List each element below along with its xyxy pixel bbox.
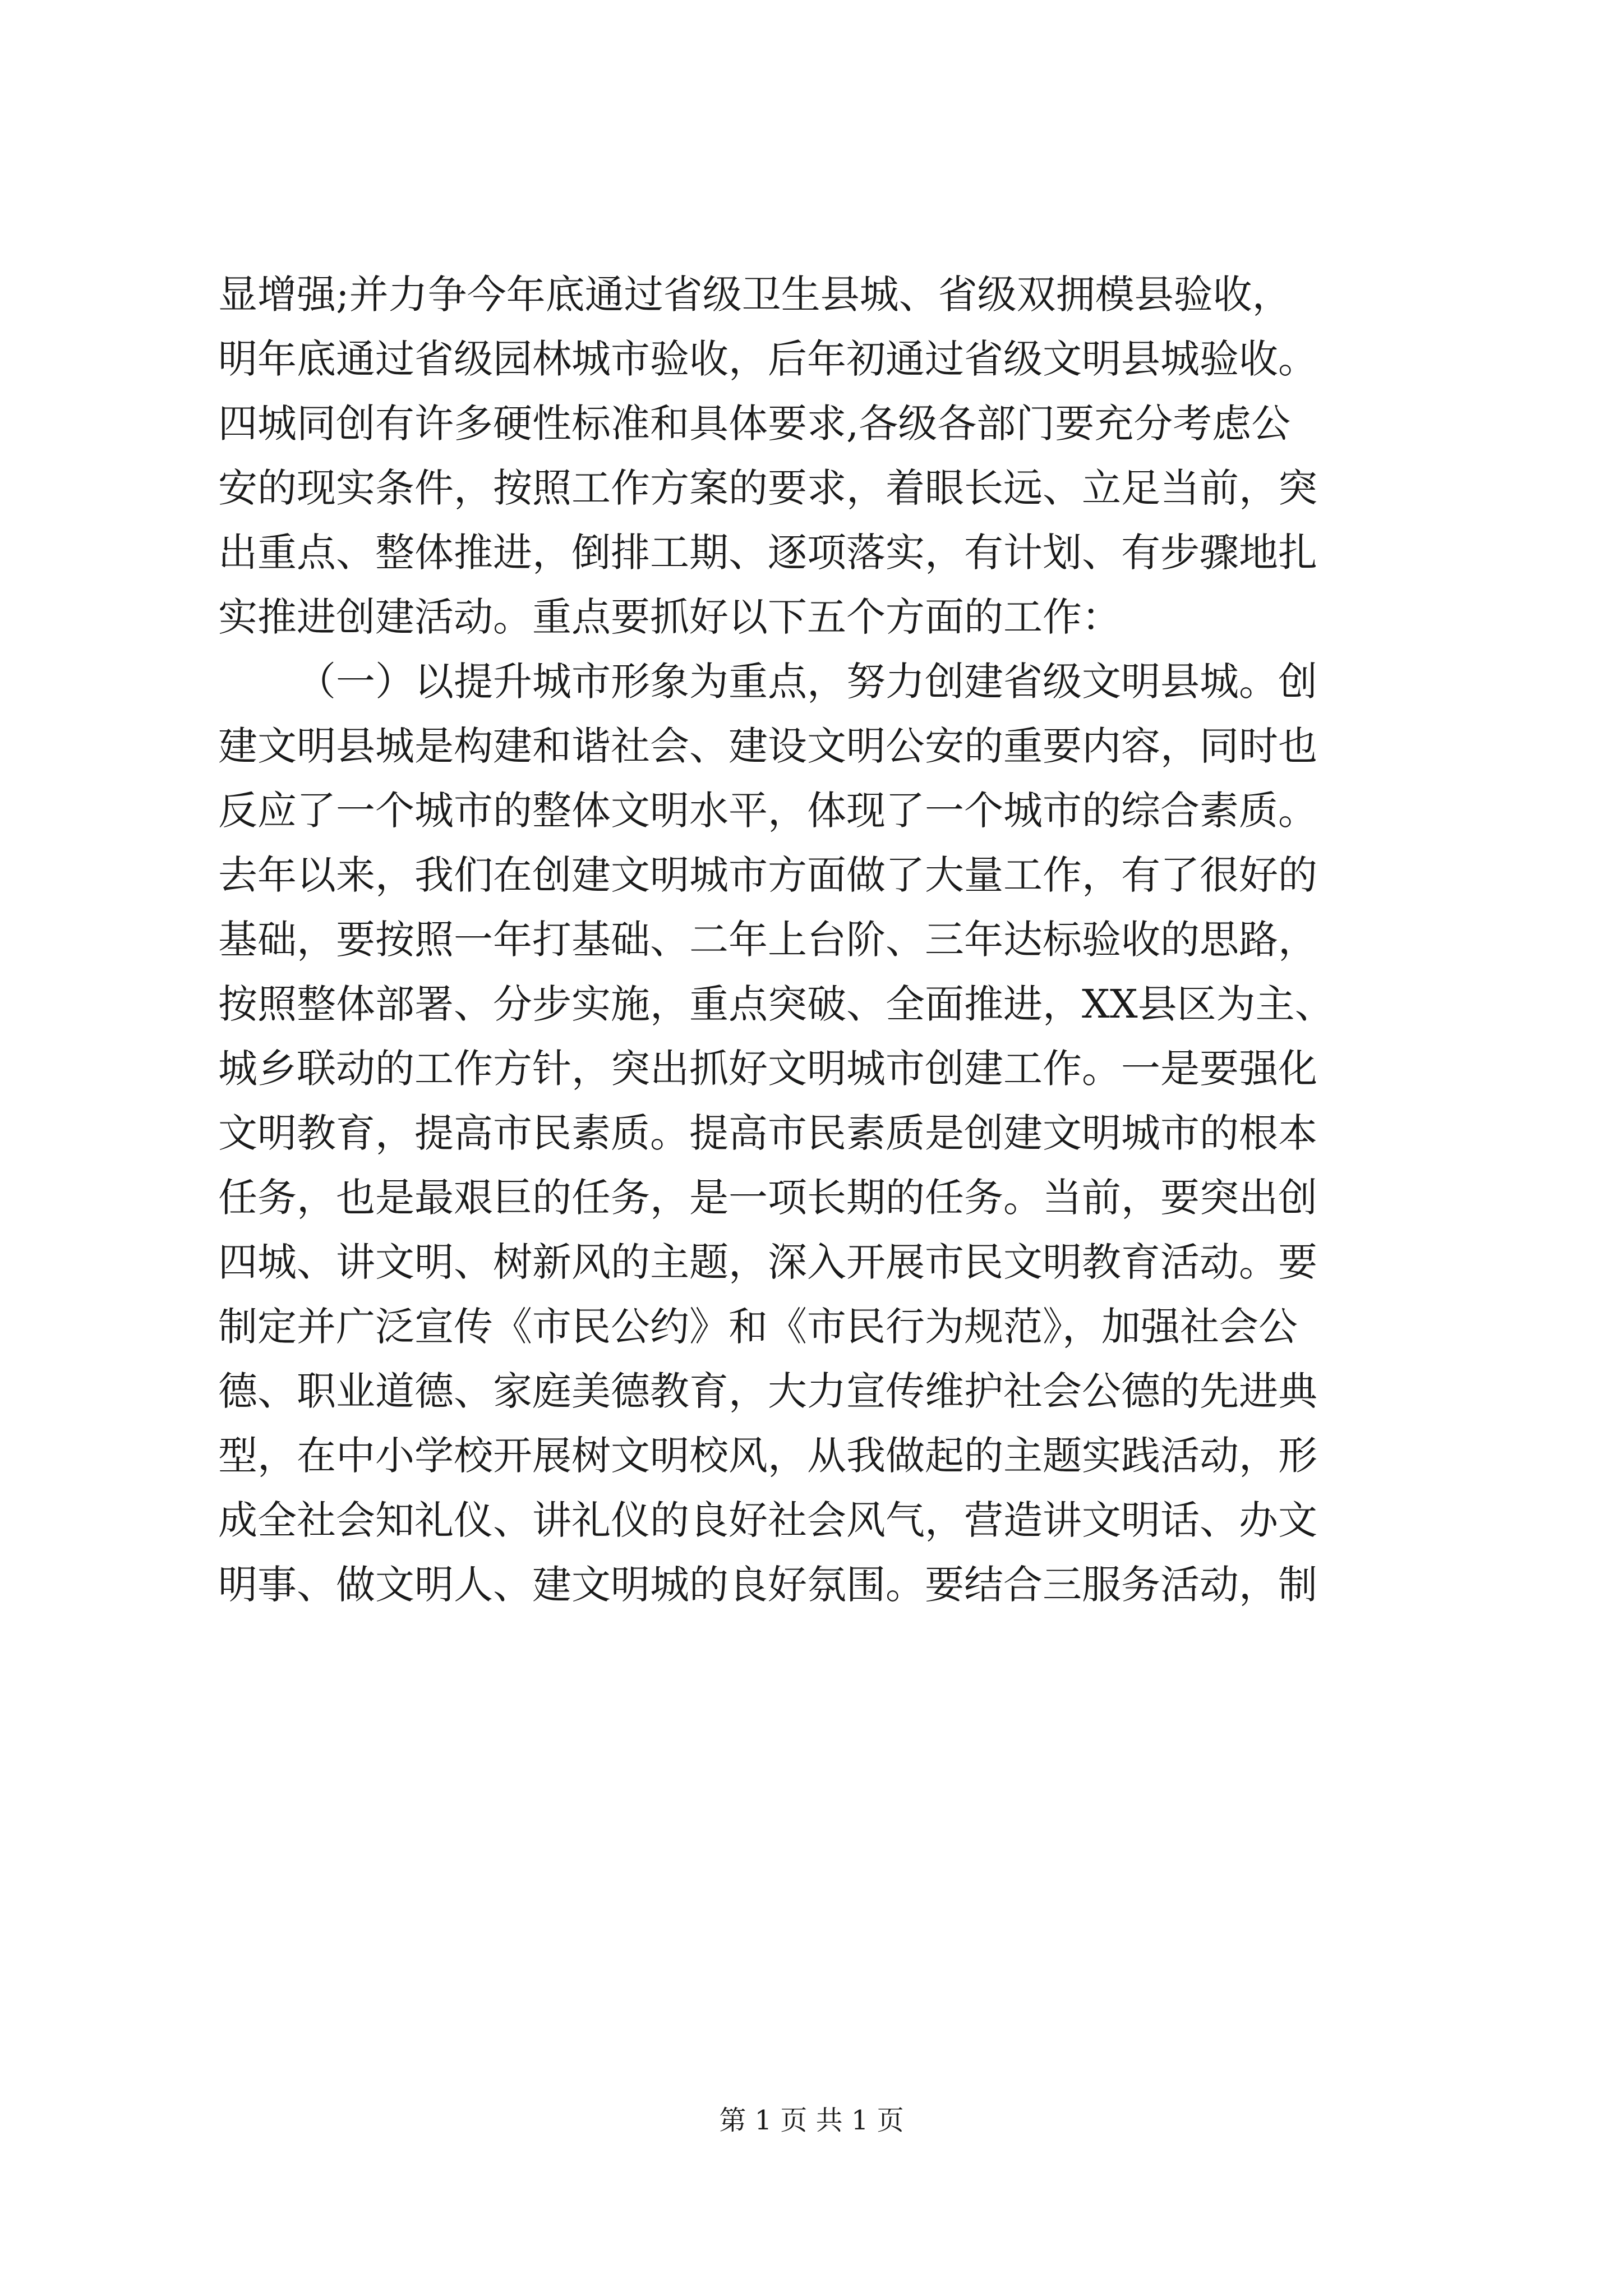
text-line: 基础，要按照一年打基础、二年上台阶、三年达标验收的思路， [218, 917, 1317, 963]
text-line: 成全社会知礼仪、讲礼仪的良好社会风气，营造讲文明话、办文 [218, 1497, 1317, 1543]
text-line: 文明教育，提高市民素质。提高市民素质是创建文明城市的根本 [218, 1110, 1317, 1156]
text-line: 去年以来，我们在创建文明城市方面做了大量工作，有了很好的 [218, 852, 1317, 898]
text-line: 明事、做文明人、建文明城的良好氛围。要结合三服务活动，制 [218, 1562, 1317, 1608]
text-line: 制定并广泛宣传《市民公约》和《市民行为规范》，加强社会公 [218, 1304, 1298, 1350]
text-line: 德、职业道德、家庭美德教育，大力宣传维护社会公德的先进典 [218, 1368, 1317, 1414]
text-line: 出重点、整体推进，倒排工期、逐项落实，有计划、有步骤地扎 [218, 530, 1317, 576]
text-line: 建文明县城是构建和谐社会、建设文明公安的重要内容，同时也 [218, 723, 1317, 769]
text-line: 任务，也是最艰巨的任务，是一项长期的任务。当前，要突出创 [218, 1175, 1317, 1221]
text-line: 反应了一个城市的整体文明水平，体现了一个城市的综合素质。 [218, 788, 1317, 834]
text-line: 按照整体部署、分步实施，重点突破、全面推进，XX县区为主、 [218, 981, 1334, 1027]
text-line: 安的现实条件，按照工作方案的要求，着眼长远、立足当前，突 [218, 465, 1317, 511]
text-line: 四城同创有许多硬性标准和具体要求,各级各部门要充分考虑公 [218, 401, 1291, 447]
text-line: 明年底通过省级园林城市验收，后年初通过省级文明县城验收。 [218, 336, 1317, 382]
text-line: 四城、讲文明、树新风的主题，深入开展市民文明教育活动。要 [218, 1239, 1317, 1285]
text-line: 显增强;并力争今年底通过省级卫生县城、省级双拥模县验收， [218, 272, 1292, 318]
text-line: 实推进创建活动。重点要抓好以下五个方面的工作： [218, 594, 1121, 640]
paragraph-start-line: （一）以提升城市形象为重点，努力创建省级文明县城。创 [297, 659, 1317, 705]
page-footer: 第 1 页 共 1 页 [719, 2105, 904, 2136]
body-text [218, 263, 1452, 1617]
text-line: 型，在中小学校开展树文明校风，从我做起的主题实践活动，形 [218, 1433, 1317, 1479]
text-line: 城乡联动的工作方针，突出抓好文明城市创建工作。一是要强化 [218, 1046, 1317, 1092]
